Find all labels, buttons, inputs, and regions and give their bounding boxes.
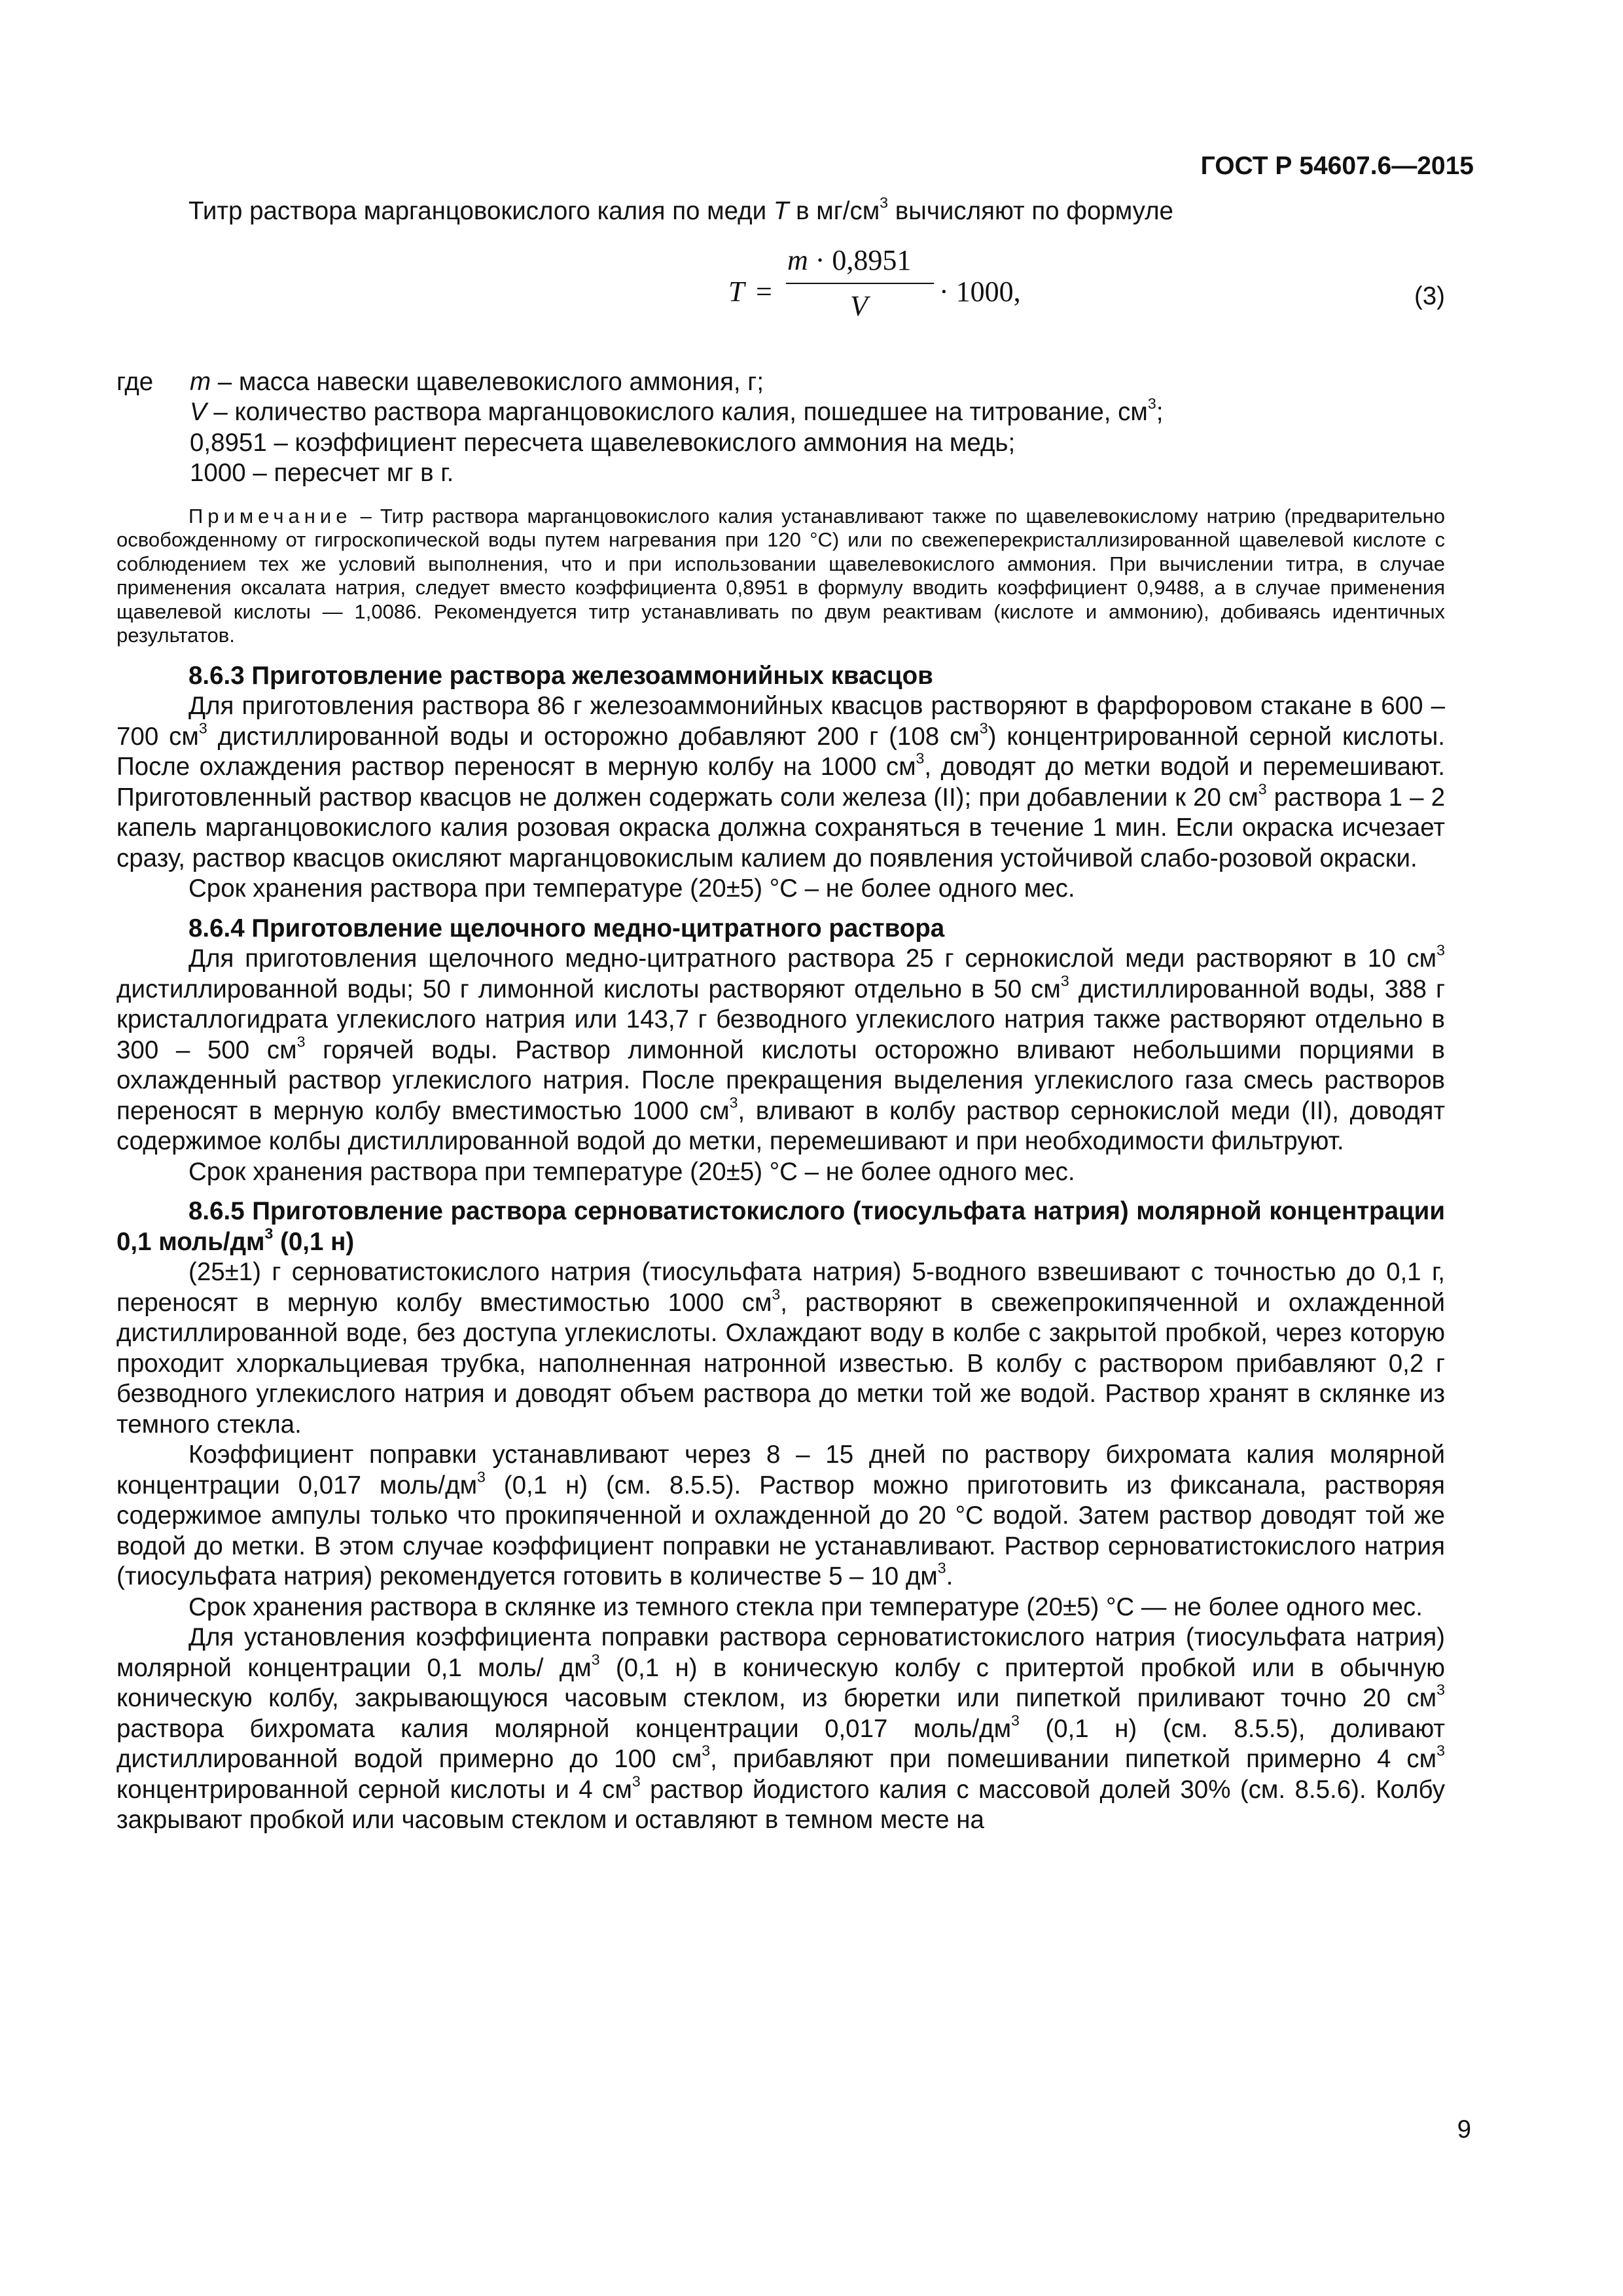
section-heading-8-6-3: 8.6.3 Приготовление раствора железоаммонийных квасцов	[188, 661, 933, 690]
page-content	[116, 196, 1445, 1836]
formula-tail: · 1000,	[939, 275, 1021, 308]
standard-header: ГОСТ Р 54607.6—2015	[1200, 152, 1474, 180]
where-item: m – масса навески щавелевокислого аммония, г;	[190, 367, 764, 396]
where-item: 0,8951 – коэффициент пересчета щавелевокислого аммония на медь;	[190, 428, 1016, 457]
where-list	[190, 367, 1445, 489]
page-number: 9	[1457, 2115, 1471, 2144]
section-heading-8-6-4: 8.6.4 Приготовление щелочного медно-цитратного раствора	[188, 914, 945, 942]
paragraph: (25±1) г серноватистокислого натрия (тиосульфата натрия) 5-водного взвешивают с точностью до 0,1 г, переносят в мерную колбу вместимостью 1000 $см^3$, растворяют в свежепрокипяченной и охлажденной дистиллированной воде, без доступа углекислоты. Охлаждают воду в колбе с закрытой пробкой, через которую проходит хлоркальциевая трубка, наполненная натронной известью. В колбу с раствором прибавляют 0,2 г безводного углекислого натрия и доводят объем раствора до метки той же водой. Раствор хранят в склянке из темного стекла.	[116, 1258, 1445, 1439]
where-label: где	[116, 367, 154, 396]
section-heading-8-6-5: 8.6.5 Приготовление раствора серноватистокислого (тиосульфата натрия) молярной концентрации 0,1 моль/$дм^3$ (0,1 н)	[116, 1197, 1445, 1256]
note-label: Примечание	[188, 504, 352, 528]
where-block	[116, 367, 1445, 489]
paragraph: Коэффициент поправки устанавливают через 8 – 15 дней по раствору бихромата калия молярной концентрации 0,017 моль/$дм^3$ (0,1 н) (см. 8.5.5). Раствор можно приготовить из фиксанала, растворяя содержимое ампулы только что прокипяченной и охлажденной до 20 °С водой. Затем раствор доводят той же водой до метки. В этом случае коэффициент поправки не устанавливают. Раствор серноватистокислого натрия (тиосульфата натрия) рекомендуется готовить в количестве 5 – 10 $дм^3$.	[116, 1441, 1445, 1590]
note-text: – Титр раствора марганцовокислого калия устанавливают также по щавелевокислому натрию (предварительно освобожденному от гигроскопической воды путем нагревания при 120 °C) или по свежеперекристаллизированной щавелевой кислоте с соблюдением тех же условий выполнения, что и при использовании щавелевокислого аммония. При вычислении титра, в случае применения оксалата натрия, следует вместо коэффициента 0,8951 в формулу вводить коэффициент 0,9488, а в случае применения щавелевой кислоты — 1,0086. Рекомендуется титр устанавливать по двум реактивам (кислоте и аммонию), добиваясь идентичных результатов.	[116, 504, 1445, 647]
paragraph: Срок хранения раствора при температуре (20±5) °С – не более одного мес.	[188, 1157, 1075, 1186]
paragraph: Срок хранения раствора при температуре (20±5) °С – не более одного мес.	[188, 874, 1075, 903]
fraction-bar	[786, 283, 934, 284]
formula-lhs: T	[728, 275, 745, 308]
formula-equals: =	[756, 275, 772, 308]
paragraph: Для установления коэффициента поправки раствора серноватистокислого натрия (тиосульфата натрия) молярной концентрации 0,1 моль/ $дм^3$ (0,1 н) в коническую колбу с притертой пробкой или в обычную коническую колбу, закрывающуюся часовым стеклом, из бюретки или пипеткой приливают точно 20 $см^3$ раствора бихромата калия молярной концентрации 0,017 моль/$дм^3$ (0,1 н) (см. 8.5.5), доливают дистиллированной водой примерно до 100 $см^3$, прибавляют при помешивании пипеткой примерно 4 $см^3$ концентрированной серной кислоты и 4 $см^3$ раствор йодистого калия с массовой долей 30% (см. 8.5.6). Колбу закрывают пробкой или часовым стеклом и оставляют в темном месте на	[116, 1623, 1445, 1834]
where-item: 1000 – пересчет мг в г.	[190, 459, 454, 487]
paragraph: Срок хранения раствора в склянке из темного стекла при температуре (20±5) °С — не более одного мес.	[188, 1592, 1423, 1621]
note	[116, 505, 1445, 648]
paragraph: Для приготовления щелочного медно-цитратного раствора 25 г сернокислой меди растворяют в 10 $см^3$ дистиллированной воды; 50 г лимонной кислоты растворяют отдельно в 50 $см^3$ дистиллированной воды, 388 г кристаллогидрата углекислого натрия или 143,7 г безводного углекислого натрия также растворяют отдельно в 300 – 500 $см^3$ горячей воды. Раствор лимонной кислоты осторожно вливают небольшими порциями в охлажденный раствор углекислого натрия. После прекращения выделения углекислого газа смесь растворов переносят в мерную колбу вместимостью 1000 $см^3$, вливают в колбу раствор сернокислой меди (II), доводят содержимое колбы дистиллированной водой до метки, перемешивают и при необходимости фильтруют.	[116, 941, 1445, 1155]
formula-3	[116, 245, 1445, 344]
paragraph: Для приготовления раствора 86 г железоаммонийных квасцов растворяют в фарфоровом стакане в 600 – 700 $см^3$ дистиллированной воды и осторожно добавляют 200 г (108 $см^3$) концентрированной серной кислоты. После охлаждения раствор переносят в мерную колбу на 1000 $см^3$, доводят до метки водой и перемешивают. Приготовленный раствор квасцов не должен содержать соли железа (II); при добавлении к 20 $см^3$ раствора 1 – 2 капель марганцовокислого калия розовая окраска должна сохраняться в течение 1 мин. Если окраска исчезает сразу, раствор квасцов окисляют марганцовокислым калием до появления устойчивой слабо-розовой окраски.	[116, 692, 1446, 872]
formula-denominator: V	[850, 289, 868, 322]
formula-numerator: m · 0,8951	[787, 243, 912, 276]
formula-number: (3)	[1414, 281, 1445, 310]
formula-intro: Титр раствора марганцовокислого калия по меди T в $мг/см^3$ вычисляют по формуле	[188, 194, 1173, 225]
where-item: V – количество раствора марганцовокислого калия, пошедшее на титрование, $см^3$;	[190, 395, 1164, 426]
